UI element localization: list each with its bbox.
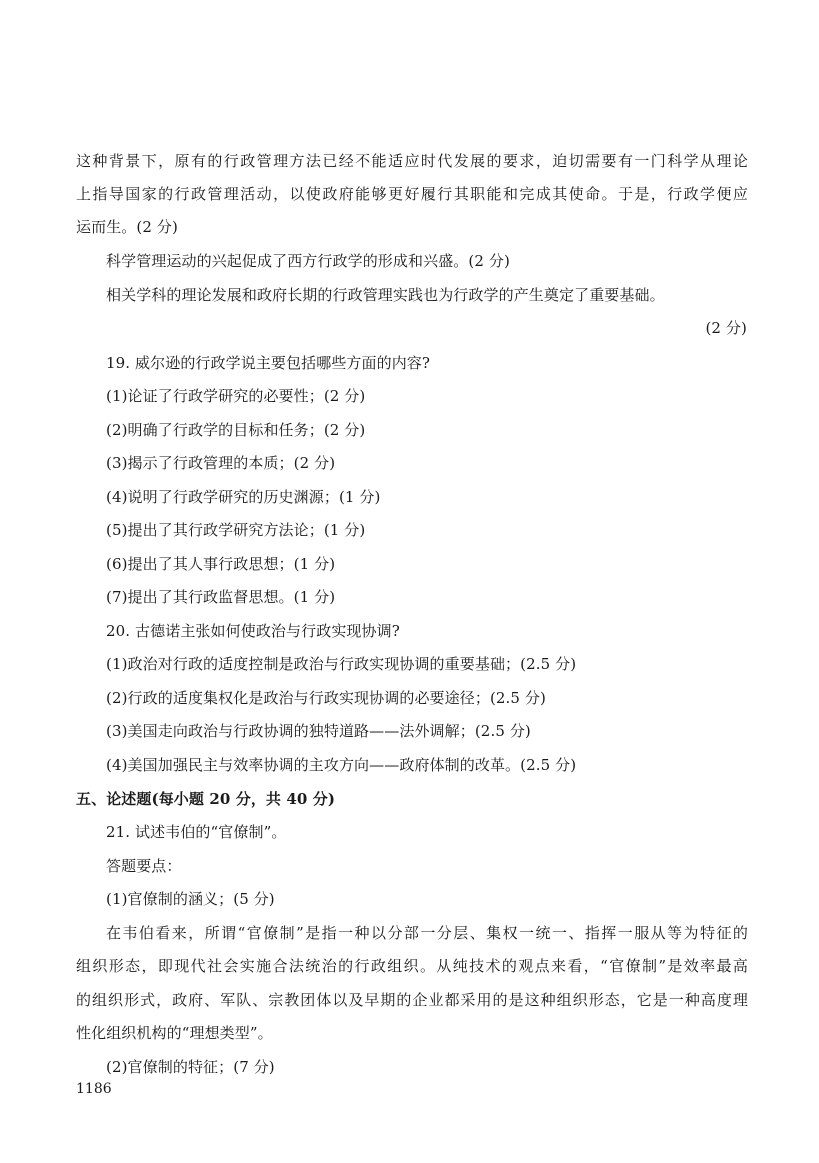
list-item: (5)提出了其行政学研究方法论；(1 分) [106,521,366,539]
list-item: (4)说明了行政学研究的历史渊源；(1 分) [106,488,381,506]
list-item: (1)政治对行政的适度控制是政治与行政实现协调的重要基础；(2.5 分) [106,655,577,673]
paragraph-line: 科学管理运动的兴起促成了西方行政学的形成和兴盛。(2 分) [106,252,510,270]
list-item: (1)官僚制的涵义；(5 分) [106,890,275,908]
list-item: (6)提出了其人事行政思想；(1 分) [106,555,336,573]
paragraph-line: 这种背景下，原有的行政管理方法已经不能适应时代发展的要求，迫切需要有一门科学从理论 [76,152,748,170]
question-21: 21. 试述韦伯的“官僚制”。 [106,823,287,841]
paragraph-line: 性化组织机构的“理想类型”。 [76,1024,273,1042]
list-item: (2)明确了行政学的目标和任务；(2 分) [106,421,366,439]
question-19: 19. 威尔逊的行政学说主要包括哪些方面的内容? [106,354,431,372]
list-item: (2)行政的适度集权化是政治与行政实现协调的必要途径；(2.5 分) [106,689,546,707]
paragraph-line: 上指导国家的行政管理活动，以使政府能够更好履行其职能和完成其使命。于是，行政学便应 [76,185,748,203]
list-item: (3)美国走向政治与行政协调的独特道路——法外调解；(2.5 分) [106,722,531,740]
list-item: (3)揭示了行政管理的本质；(2 分) [106,454,336,472]
page-number: 1186 [76,1081,112,1097]
paragraph-line: 在韦伯看来，所谓“官僚制”是指一种以分部一分层、集权一统一、指挥一服从等为特征的 [106,924,748,942]
list-item: (4)美国加强民主与效率协调的主攻方向——政府体制的改革。(2.5 分) [106,756,577,774]
list-item: (2)官僚制的特征；(7 分) [106,1058,275,1076]
paragraph-line: 组织形态，即现代社会实施合法统治的行政组织。从纯技术的观点来看，“官僚制”是效率最高 [76,957,748,975]
score-note: (2 分) [705,319,747,337]
paragraph-line: 运而生。(2 分) [76,218,178,236]
paragraph-line: 的组织形式，政府、军队、宗教团体以及早期的企业都采用的是这种组织形态，它是一种高度理 [76,991,748,1009]
answer-points-label: 答题要点： [106,857,182,875]
section-heading: 五、论述题(每小题 20 分，共 40 分) [76,790,336,808]
question-20: 20. 古德诺主张如何使政治与行政实现协调? [106,622,400,640]
list-item: (1)论证了行政学研究的必要性；(2 分) [106,387,366,405]
list-item: (7)提出了其行政监督思想。(1 分) [106,588,336,606]
paragraph-line: 相关学科的理论发展和政府长期的行政管理实践也为行政学的产生奠定了重要基础。 [106,286,665,304]
